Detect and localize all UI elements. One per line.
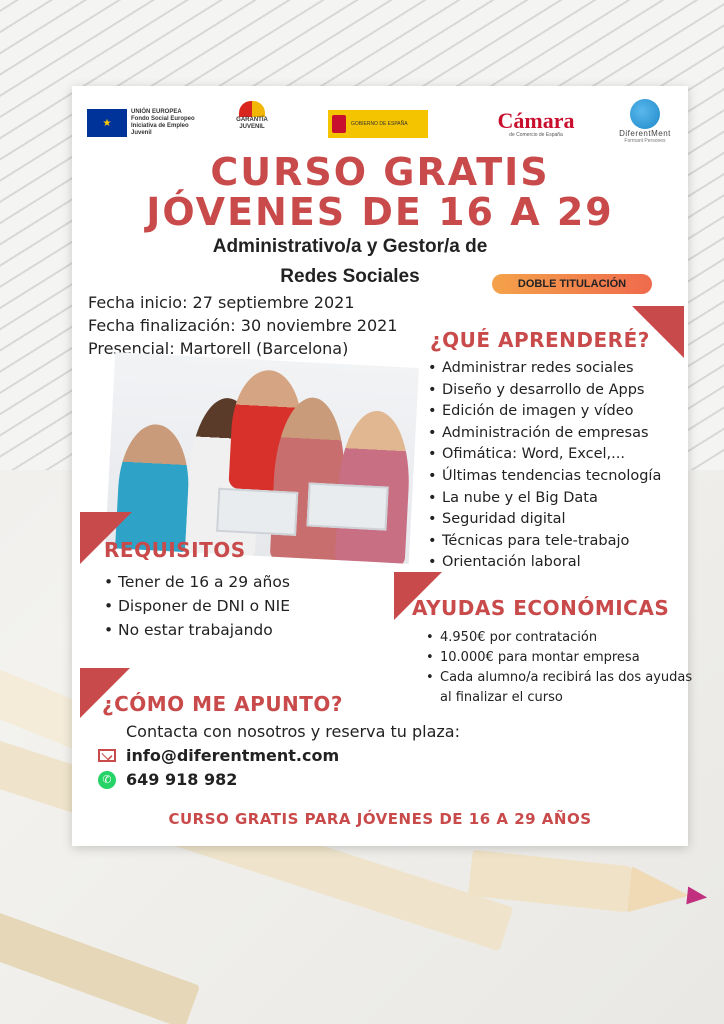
- laptop: [216, 488, 298, 536]
- brain-icon: [630, 99, 660, 129]
- subtitle-line-1: Administrativo/a y Gestor/a de: [212, 236, 488, 257]
- que-aprendere-heading: ¿QUÉ APRENDERÉ?: [430, 328, 650, 352]
- garantia-juvenil-icon: [239, 101, 265, 117]
- list-item: • No estar trabajando: [104, 618, 290, 642]
- list-item: • Técnicas para tele-trabajo: [428, 531, 661, 553]
- gobierno-text: GOBIERNO DE ESPAÑA: [351, 121, 408, 127]
- ayudas-heading: AYUDAS ECONÓMICAS: [412, 596, 670, 620]
- list-item: • Últimas tendencias tecnología: [428, 466, 661, 488]
- list-item: • 4.950€ por contratación: [426, 628, 696, 648]
- logo-bar: [72, 86, 688, 150]
- pencil-decoration: [0, 897, 200, 1024]
- email-link[interactable]: info@diferentment.com: [126, 746, 340, 765]
- list-item: • Seguridad digital: [428, 509, 661, 531]
- eu-logo-text: UNIÓN EUROPEA Fondo Social Europeo Iniciativa de Empleo Juvenil: [131, 109, 195, 136]
- requisitos-list: [104, 570, 290, 642]
- list-item: • La nube y el Big Data: [428, 488, 661, 510]
- laptop: [306, 482, 388, 530]
- phone-row[interactable]: [98, 770, 237, 789]
- footer-tagline: CURSO GRATIS PARA JÓVENES DE 16 A 29 AÑOS: [168, 810, 592, 828]
- garantia-juvenil-logo: [224, 94, 280, 138]
- eu-logo: [86, 108, 196, 138]
- fecha-finalizacion: Fecha finalización: 30 noviembre 2021: [88, 316, 398, 335]
- modalidad-lugar: Presencial: Martorell (Barcelona): [88, 339, 349, 358]
- diferentment-text: DiferentMent: [619, 128, 671, 138]
- subtitle-line-2: Redes Sociales: [280, 266, 420, 287]
- email-row[interactable]: [98, 746, 339, 765]
- list-item: • Administración de empresas: [428, 423, 661, 445]
- list-item: • Diseño y desarrollo de Apps: [428, 380, 661, 402]
- title-line-1: CURSO GRATIS: [210, 150, 550, 194]
- diferentment-logo: [612, 96, 678, 146]
- list-item: • Edición de imagen y vídeo: [428, 401, 661, 423]
- list-item: • Tener de 16 a 29 años: [104, 570, 290, 594]
- gobierno-logo: [328, 110, 428, 138]
- pencil-tip: [686, 886, 708, 906]
- list-item: • Administrar redes sociales: [428, 358, 661, 380]
- contact-intro: Contacta con nosotros y reserva tu plaza:: [126, 722, 460, 741]
- mail-icon: [98, 749, 116, 762]
- whatsapp-icon: ✆: [98, 771, 116, 789]
- course-flyer: [72, 86, 693, 846]
- ayudas-list: [426, 628, 696, 708]
- list-item: • Disponer de DNI o NIE: [104, 594, 290, 618]
- list-item: • Ofimática: Word, Excel,...: [428, 444, 661, 466]
- camara-text: Cámara: [497, 108, 575, 133]
- eu-flag-icon: ★: [87, 109, 127, 137]
- list-item: • Cada alumno/a recibirá las dos ayudas al finalizar el curso: [426, 668, 696, 708]
- garantia-juvenil-text: GARANTÍA JUVENIL: [236, 117, 268, 130]
- camara-subtext: de Comercio de España: [509, 132, 563, 138]
- shield-icon: [332, 115, 346, 133]
- diferentment-subtext: Formant Persones: [624, 137, 666, 144]
- title-line-2: JÓVENES DE 16 A 29: [146, 190, 614, 234]
- pencil-wood: [627, 866, 691, 918]
- que-aprendere-list: [428, 358, 661, 574]
- students-photo: [105, 352, 419, 564]
- fecha-inicio: Fecha inicio: 27 septiembre 2021: [88, 293, 355, 312]
- camara-logo: [484, 106, 588, 142]
- requisitos-heading: REQUISITOS: [104, 538, 246, 562]
- list-item: • 10.000€ para montar empresa: [426, 648, 696, 668]
- phone-link[interactable]: 649 918 982: [126, 770, 238, 789]
- como-me-apunto-heading: ¿CÓMO ME APUNTO?: [102, 692, 344, 716]
- list-item: • Orientación laboral: [428, 552, 661, 574]
- doble-titulacion-badge: DOBLE TITULACIÓN: [492, 274, 652, 294]
